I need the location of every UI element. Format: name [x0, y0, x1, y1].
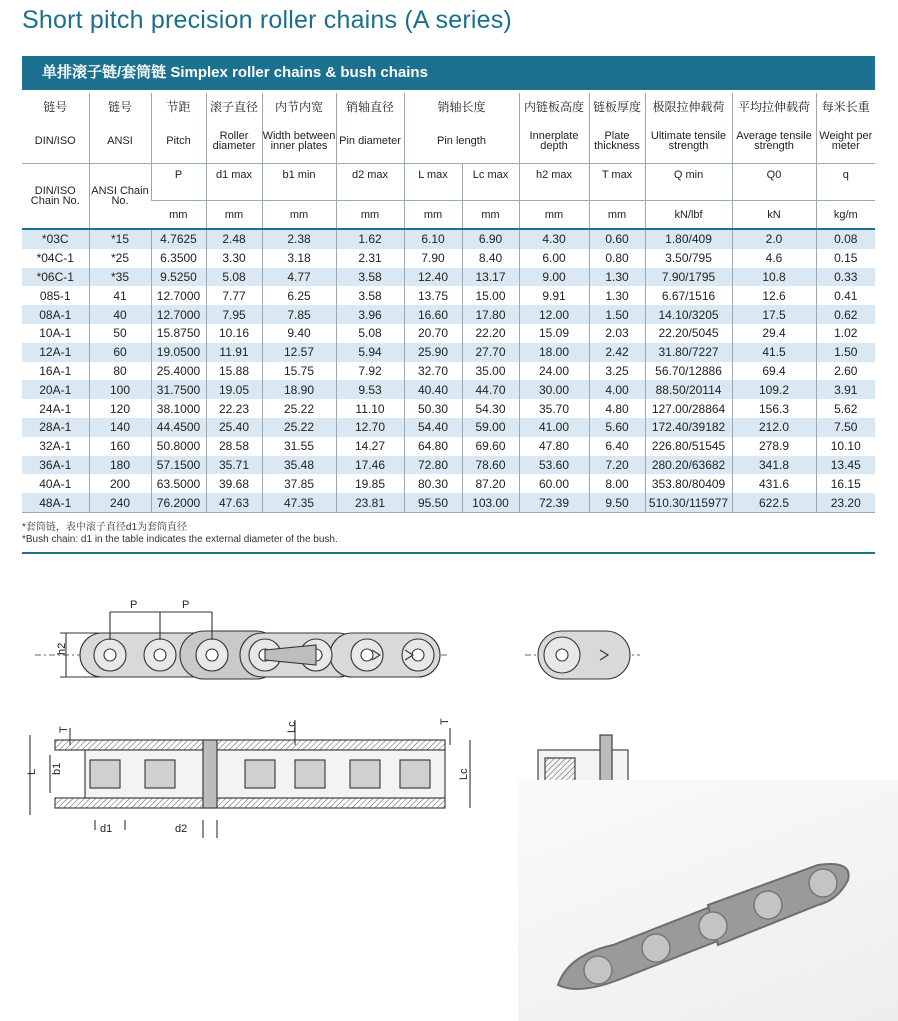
table-cell: 1.80/409 — [645, 229, 732, 249]
table-cell: 69.4 — [732, 362, 816, 381]
table-cell: 87.20 — [462, 474, 519, 493]
label-pitch: P — [182, 599, 190, 611]
table-cell: 7.92 — [336, 362, 404, 381]
header-symbol: d2 max — [336, 164, 404, 201]
table-cell: 22.20/5045 — [645, 324, 732, 343]
label-d2: d2 — [175, 823, 188, 835]
table-cell: 20A-1 — [22, 380, 89, 399]
label-b1: b1 — [51, 762, 63, 775]
table-cell: 7.90 — [404, 249, 462, 268]
table-cell: 7.20 — [589, 456, 645, 475]
table-cell: 10.16 — [206, 324, 262, 343]
table-cell: 4.7625 — [151, 229, 206, 249]
header-symbol: L max — [404, 164, 462, 201]
table-cell: 15.00 — [462, 286, 519, 305]
table-cell: 9.53 — [336, 380, 404, 399]
table-cell: 15.09 — [519, 324, 589, 343]
table-cell: 35.48 — [262, 456, 336, 475]
table-cell: 95.50 — [404, 493, 462, 512]
table-cell: 15.88 — [206, 362, 262, 381]
table-cell: 37.85 — [262, 474, 336, 493]
header-cn: 销轴长度 — [404, 93, 519, 119]
table-cell: 25.40 — [206, 418, 262, 437]
table-cell: 9.00 — [519, 268, 589, 287]
header-unit: mm — [336, 201, 404, 230]
table-cell: 12.40 — [404, 268, 462, 287]
table-cell: 47.80 — [519, 437, 589, 456]
table-cell: 14.10/3205 — [645, 305, 732, 324]
table-cell: 50 — [89, 324, 151, 343]
table-cell: 13.45 — [816, 456, 875, 475]
table-cell: 0.60 — [589, 229, 645, 249]
table-cell: 40 — [89, 305, 151, 324]
table-cell: 40.40 — [404, 380, 462, 399]
table-cell: 20.70 — [404, 324, 462, 343]
table-cell: 4.30 — [519, 229, 589, 249]
table-cell: 15.8750 — [151, 324, 206, 343]
table-cell: 72.39 — [519, 493, 589, 512]
header-symbol: P — [151, 164, 206, 201]
label-d1: d1 — [100, 823, 113, 835]
table-cell: 3.96 — [336, 305, 404, 324]
header-en: Pin diameter — [336, 119, 404, 164]
top-view-drawing — [30, 720, 470, 838]
table-cell: 0.15 — [816, 249, 875, 268]
header-cn: 内链板高度 — [519, 93, 589, 119]
table-cell: 15.75 — [262, 362, 336, 381]
table-cell: 3.58 — [336, 268, 404, 287]
table-cell: 5.60 — [589, 418, 645, 437]
table-cell: 54.30 — [462, 399, 519, 418]
table-cell: 80 — [89, 362, 151, 381]
header-unit: mm — [519, 201, 589, 230]
header-en: Plate thickness — [589, 119, 645, 164]
header-cn: 销轴直径 — [336, 93, 404, 119]
side-view-drawing — [35, 612, 450, 679]
table-cell: 12A-1 — [22, 343, 89, 362]
header-cn: 链号 — [89, 93, 151, 119]
table-cell: 14.27 — [336, 437, 404, 456]
table-cell: 19.0500 — [151, 343, 206, 362]
table-cell: 76.2000 — [151, 493, 206, 512]
header-cn: 平均拉伸载荷 — [732, 93, 816, 119]
table-cell: 17.80 — [462, 305, 519, 324]
table-cell: *06C-1 — [22, 268, 89, 287]
table-cell: 16A-1 — [22, 362, 89, 381]
label-t: T — [58, 726, 70, 733]
table-cell: 5.08 — [206, 268, 262, 287]
table-cell: 2.60 — [816, 362, 875, 381]
table-cell: *04C-1 — [22, 249, 89, 268]
table-cell: 6.40 — [589, 437, 645, 456]
table-cell: 2.31 — [336, 249, 404, 268]
table-cell: 35.71 — [206, 456, 262, 475]
table-cell: 3.18 — [262, 249, 336, 268]
header-en: Weight per meter — [816, 119, 875, 164]
table-cell: 180 — [89, 456, 151, 475]
table-cell: 47.35 — [262, 493, 336, 512]
table-cell: 18.00 — [519, 343, 589, 362]
table-cell: 11.91 — [206, 343, 262, 362]
table-cell: 25.22 — [262, 399, 336, 418]
table-cell: 12.6 — [732, 286, 816, 305]
header-unit: mm — [151, 201, 206, 230]
table-cell: 8.40 — [462, 249, 519, 268]
header-unit: kN/lbf — [645, 201, 732, 230]
header-cn: 节距 — [151, 93, 206, 119]
table-cell: 9.50 — [589, 493, 645, 512]
header-en: Pin length — [404, 119, 519, 164]
table-cell: 12.57 — [262, 343, 336, 362]
table-cell: 47.63 — [206, 493, 262, 512]
table-cell: 5.62 — [816, 399, 875, 418]
table-cell: 1.62 — [336, 229, 404, 249]
table-cell: *03C — [22, 229, 89, 249]
table-cell: 341.8 — [732, 456, 816, 475]
table-cell: 44.70 — [462, 380, 519, 399]
table-cell: 18.90 — [262, 380, 336, 399]
table-cell: 36A-1 — [22, 456, 89, 475]
table-cell: 30.00 — [519, 380, 589, 399]
table-cell: 7.95 — [206, 305, 262, 324]
table-cell: 4.77 — [262, 268, 336, 287]
table-cell: 4.80 — [589, 399, 645, 418]
header-cn: 极限拉伸载荷 — [645, 93, 732, 119]
footnote-en: *Bush chain: d1 in the table indicates the external diameter of the bush. — [22, 534, 338, 545]
header-en: Roller diameter — [206, 119, 262, 164]
table-cell: 41.5 — [732, 343, 816, 362]
label-t: T — [439, 718, 451, 725]
table-cell: 19.05 — [206, 380, 262, 399]
table-cell: 5.94 — [336, 343, 404, 362]
header-unit: kg/m — [816, 201, 875, 230]
table-cell: 32A-1 — [22, 437, 89, 456]
header-unit: mm — [262, 201, 336, 230]
table-cell: 160 — [89, 437, 151, 456]
table-cell: 10A-1 — [22, 324, 89, 343]
header-en: ANSI — [89, 119, 151, 164]
table-cell: 3.58 — [336, 286, 404, 305]
table-cell: 3.25 — [589, 362, 645, 381]
end-view-drawing — [525, 631, 640, 679]
header-cn: 链板厚度 — [589, 93, 645, 119]
chain-product-photo — [518, 780, 898, 1021]
table-cell: 25.22 — [262, 418, 336, 437]
header-cn: 链号 — [43, 99, 68, 114]
table-cell: 510.30/115977 — [645, 493, 732, 512]
table-cell: 280.20/63682 — [645, 456, 732, 475]
table-cell: 50.8000 — [151, 437, 206, 456]
table-cell: 35.00 — [462, 362, 519, 381]
table-cell: 31.55 — [262, 437, 336, 456]
table-cell: 17.46 — [336, 456, 404, 475]
table-cell: *15 — [89, 229, 151, 249]
table-cell: 27.70 — [462, 343, 519, 362]
table-cell: 2.03 — [589, 324, 645, 343]
table-cell: 4.6 — [732, 249, 816, 268]
header-en: Ultimate tensile strength — [645, 119, 732, 164]
table-cell: 13.75 — [404, 286, 462, 305]
table-cell: 11.10 — [336, 399, 404, 418]
label-lc: Lc — [458, 768, 470, 780]
table-cell: 88.50/20114 — [645, 380, 732, 399]
table-cell: 2.0 — [732, 229, 816, 249]
table-cell: 12.00 — [519, 305, 589, 324]
table-cell: 622.5 — [732, 493, 816, 512]
table-cell: 6.25 — [262, 286, 336, 305]
table-cell: 17.5 — [732, 305, 816, 324]
table-cell: 0.33 — [816, 268, 875, 287]
table-cell: 12.70 — [336, 418, 404, 437]
table-cell: 0.08 — [816, 229, 875, 249]
table-cell: 16.15 — [816, 474, 875, 493]
table-cell: *35 — [89, 268, 151, 287]
table-cell: 2.48 — [206, 229, 262, 249]
table-cell: 140 — [89, 418, 151, 437]
table-cell: 25.90 — [404, 343, 462, 362]
header-symbol: q — [816, 164, 875, 201]
table-cell: 156.3 — [732, 399, 816, 418]
table-cell: 120 — [89, 399, 151, 418]
table-cell: 200 — [89, 474, 151, 493]
table-cell: 72.80 — [404, 456, 462, 475]
table-cell: 28.58 — [206, 437, 262, 456]
table-cell: 54.40 — [404, 418, 462, 437]
table-cell: 48A-1 — [22, 493, 89, 512]
table-cell: 4.00 — [589, 380, 645, 399]
table-cell: 16.60 — [404, 305, 462, 324]
table-cell: 100 — [89, 380, 151, 399]
table-cell: 22.20 — [462, 324, 519, 343]
label-pitch: P — [130, 599, 138, 611]
table-cell: 127.00/28864 — [645, 399, 732, 418]
header-en: Pitch — [151, 119, 206, 164]
table-cell: 2.38 — [262, 229, 336, 249]
header-cn: 每米长重 — [816, 93, 875, 119]
table-cell: 08A-1 — [22, 305, 89, 324]
table-cell: 3.30 — [206, 249, 262, 268]
table-cell: 12.7000 — [151, 305, 206, 324]
table-cell: *25 — [89, 249, 151, 268]
header-unit: mm — [589, 201, 645, 230]
table-cell: 278.9 — [732, 437, 816, 456]
header-en: Average tensile strength — [732, 119, 816, 164]
header-en: DIN/ISO — [34, 135, 76, 147]
table-cell: 44.4500 — [151, 418, 206, 437]
table-cell: 9.91 — [519, 286, 589, 305]
table-cell: 240 — [89, 493, 151, 512]
table-cell: 41.00 — [519, 418, 589, 437]
table-cell: 63.5000 — [151, 474, 206, 493]
header-unit: mm — [404, 201, 462, 230]
table-cell: 1.02 — [816, 324, 875, 343]
table-cell: 38.1000 — [151, 399, 206, 418]
table-cell: 3.50/795 — [645, 249, 732, 268]
table-cell: 25.4000 — [151, 362, 206, 381]
header-symbol: h2 max — [519, 164, 589, 201]
table-cell: 353.80/80409 — [645, 474, 732, 493]
table-cell: 1.50 — [816, 343, 875, 362]
table-cell: 60.00 — [519, 474, 589, 493]
header-symbol: Lc max — [462, 164, 519, 201]
label-l: L — [26, 768, 38, 775]
table-cell: 085-1 — [22, 286, 89, 305]
header-en: Innerplate depth — [519, 119, 589, 164]
table-cell: 6.67/1516 — [645, 286, 732, 305]
table-cell: 41 — [89, 286, 151, 305]
header-symbol: T max — [589, 164, 645, 201]
table-cell: 1.30 — [589, 286, 645, 305]
label-lc: Lc — [286, 721, 298, 733]
table-cell: 32.70 — [404, 362, 462, 381]
table-cell: 12.7000 — [151, 286, 206, 305]
table-cell: 9.5250 — [151, 268, 206, 287]
table-cell: 6.3500 — [151, 249, 206, 268]
chain-photo-illustration — [518, 780, 898, 1021]
table-cell: 7.77 — [206, 286, 262, 305]
header-symbol: b1 min — [262, 164, 336, 201]
label-h2: h2 — [56, 642, 68, 655]
header-symbol: Q min — [645, 164, 732, 201]
table-cell: 7.50 — [816, 418, 875, 437]
table-cell: 226.80/51545 — [645, 437, 732, 456]
table-cell: 80.30 — [404, 474, 462, 493]
table-cell: 10.8 — [732, 268, 816, 287]
table-cell: 31.7500 — [151, 380, 206, 399]
header-chain-no: DIN/ISO Chain No. — [22, 164, 89, 230]
table-cell: 31.80/7227 — [645, 343, 732, 362]
header-en: Width between inner plates — [262, 119, 336, 164]
table-cell: 53.60 — [519, 456, 589, 475]
table-cell: 7.90/1795 — [645, 268, 732, 287]
header-ansi-chain-no: ANSI Chain No. — [89, 164, 151, 230]
header-unit: kN — [732, 201, 816, 230]
table-cell: 0.80 — [589, 249, 645, 268]
table-cell: 0.62 — [816, 305, 875, 324]
table-cell: 8.00 — [589, 474, 645, 493]
table-cell: 24A-1 — [22, 399, 89, 418]
header-symbol: Q0 — [732, 164, 816, 201]
header-cn: 滚子直径 — [206, 93, 262, 119]
footnote-cn: *套筒链，表中滚子直径d1为套筒直径 — [22, 522, 188, 533]
table-cell: 431.6 — [732, 474, 816, 493]
table-cell: 23.20 — [816, 493, 875, 512]
table-cell: 50.30 — [404, 399, 462, 418]
table-cell: 172.40/39182 — [645, 418, 732, 437]
table-cell: 24.00 — [519, 362, 589, 381]
table-cell: 29.4 — [732, 324, 816, 343]
table-cell: 6.90 — [462, 229, 519, 249]
header-unit: mm — [206, 201, 262, 230]
page-title: Short pitch precision roller chains (A series) — [22, 6, 512, 34]
table-cell: 39.68 — [206, 474, 262, 493]
table-cell: 3.91 — [816, 380, 875, 399]
table-cell: 103.00 — [462, 493, 519, 512]
header-unit: mm — [462, 201, 519, 230]
table-cell: 78.60 — [462, 456, 519, 475]
table-cell: 9.40 — [262, 324, 336, 343]
header-symbol: d1 max — [206, 164, 262, 201]
table-cell: 212.0 — [732, 418, 816, 437]
table-cell: 1.50 — [589, 305, 645, 324]
table-cell: 64.80 — [404, 437, 462, 456]
table-cell: 1.30 — [589, 268, 645, 287]
table-cell: 40A-1 — [22, 474, 89, 493]
table-cell: 19.85 — [336, 474, 404, 493]
table-cell: 6.00 — [519, 249, 589, 268]
table-cell: 57.1500 — [151, 456, 206, 475]
table-cell: 69.60 — [462, 437, 519, 456]
table-cell: 2.42 — [589, 343, 645, 362]
table-cell: 109.2 — [732, 380, 816, 399]
table-cell: 6.10 — [404, 229, 462, 249]
table-cell: 22.23 — [206, 399, 262, 418]
table-cell: 5.08 — [336, 324, 404, 343]
table-cell: 35.70 — [519, 399, 589, 418]
header-cn: 内节内宽 — [262, 93, 336, 119]
table-cell: 59.00 — [462, 418, 519, 437]
table-cell: 13.17 — [462, 268, 519, 287]
table-cell: 56.70/12886 — [645, 362, 732, 381]
section-header-bar: 单排滚子链/套筒链 Simplex roller chains & bush chains — [22, 56, 875, 90]
table-cell: 28A-1 — [22, 418, 89, 437]
table-cell: 10.10 — [816, 437, 875, 456]
table-cell: 23.81 — [336, 493, 404, 512]
table-cell: 60 — [89, 343, 151, 362]
table-cell: 0.41 — [816, 286, 875, 305]
table-cell: 7.85 — [262, 305, 336, 324]
